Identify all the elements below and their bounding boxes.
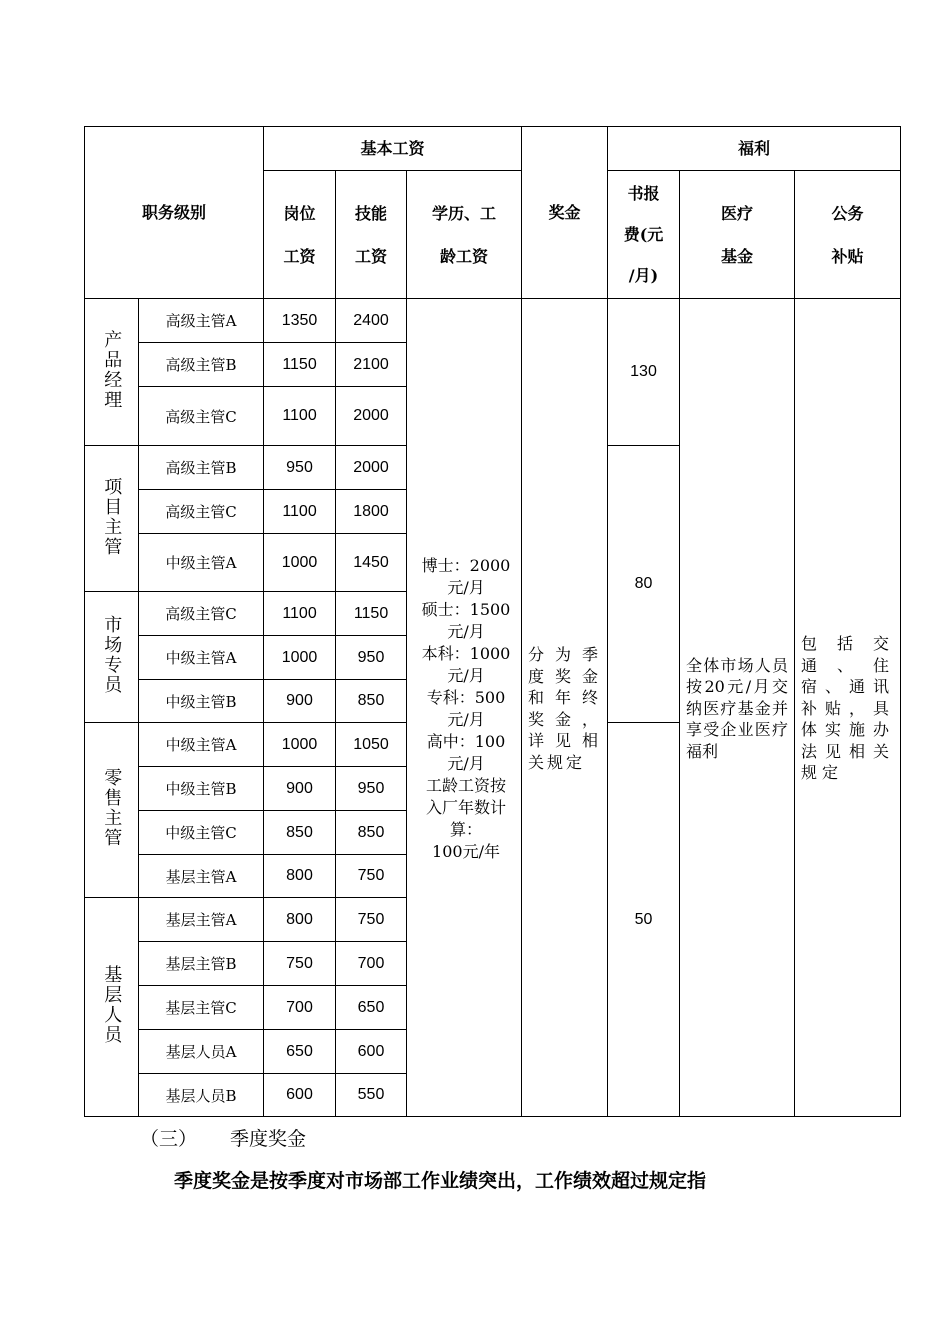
level-cell: 中级主管B	[139, 680, 264, 723]
level-cell: 高级主管A	[139, 299, 264, 343]
level-cell: 高级主管C	[139, 490, 264, 534]
level-cell: 高级主管B	[139, 343, 264, 387]
post-salary-cell: 850	[264, 811, 336, 855]
section-heading	[140, 1124, 306, 1151]
skill-salary-cell: 1150	[336, 592, 407, 636]
post-salary-cell: 750	[264, 942, 336, 986]
level-cell: 基层主管A	[139, 855, 264, 898]
section-title: 季度奖金	[230, 1128, 307, 1150]
skill-salary-cell: 950	[336, 636, 407, 680]
salary-table	[84, 126, 901, 1117]
section-number: （三）	[140, 1128, 198, 1150]
post-salary-cell: 1350	[264, 299, 336, 343]
post-salary-cell: 1100	[264, 387, 336, 446]
book-fee-cell: 50	[608, 723, 680, 1117]
header-post-salary: 岗位 工资	[264, 171, 336, 299]
skill-salary-cell: 650	[336, 986, 407, 1030]
public-allowance-cell: 包括交通、住宿、通讯补贴，具体实施办法见相关规定	[795, 299, 901, 1117]
level-cell: 高级主管B	[139, 446, 264, 490]
section-paragraph: 季度奖金是按季度对市场部工作业绩突出，工作绩效超过规定指	[174, 1170, 707, 1192]
skill-salary-cell: 2000	[336, 446, 407, 490]
level-cell: 基层人员B	[139, 1074, 264, 1117]
header-skill-salary: 技能 工资	[336, 171, 407, 299]
post-salary-cell: 900	[264, 767, 336, 811]
post-salary-cell: 1100	[264, 490, 336, 534]
group-label: 市场专员	[85, 592, 139, 723]
header-book-fee: 书报 费(元 /月)	[608, 171, 680, 299]
skill-salary-cell: 950	[336, 767, 407, 811]
level-cell: 中级主管A	[139, 636, 264, 680]
level-cell: 中级主管A	[139, 723, 264, 767]
skill-salary-cell: 850	[336, 680, 407, 723]
book-fee-cell: 130	[608, 299, 680, 446]
header-position-level: 职务级别	[85, 127, 264, 299]
post-salary-cell: 950	[264, 446, 336, 490]
post-salary-cell: 1100	[264, 592, 336, 636]
skill-salary-cell: 1450	[336, 534, 407, 592]
book-fee-cell: 80	[608, 446, 680, 723]
level-cell: 中级主管A	[139, 534, 264, 592]
header-edu-salary: 学历、工 龄工资	[407, 171, 522, 299]
post-salary-cell: 900	[264, 680, 336, 723]
skill-salary-cell: 750	[336, 855, 407, 898]
skill-salary-cell: 850	[336, 811, 407, 855]
skill-salary-cell: 550	[336, 1074, 407, 1117]
level-cell: 高级主管C	[139, 592, 264, 636]
level-cell: 中级主管B	[139, 767, 264, 811]
level-cell: 基层主管A	[139, 898, 264, 942]
medical-cell: 全体市场人员按20元/月交纳医疗基金并享受企业医疗福利	[680, 299, 795, 1117]
header-bonus: 奖金	[522, 127, 608, 299]
level-cell: 基层主管C	[139, 986, 264, 1030]
group-label: 项目主管	[85, 446, 139, 592]
header-basic-salary: 基本工资	[264, 127, 522, 171]
post-salary-cell: 800	[264, 855, 336, 898]
post-salary-cell: 700	[264, 986, 336, 1030]
level-cell: 基层主管B	[139, 942, 264, 986]
header-medical: 医疗 基金	[680, 171, 795, 299]
header-welfare: 福利	[608, 127, 901, 171]
post-salary-cell: 650	[264, 1030, 336, 1074]
edu-salary-cell: 博士：2000 元/月 硕士：1500 元/月 本科：1000 元/月 专科：500 元/月 高中：100 元/月 工龄工资按 入厂年数计 算： 100元/年	[407, 299, 522, 1117]
skill-salary-cell: 2100	[336, 343, 407, 387]
skill-salary-cell: 2000	[336, 387, 407, 446]
level-cell: 中级主管C	[139, 811, 264, 855]
level-cell: 高级主管C	[139, 387, 264, 446]
group-label: 基层人员	[85, 898, 139, 1117]
skill-salary-cell: 750	[336, 898, 407, 942]
skill-salary-cell: 1050	[336, 723, 407, 767]
bonus-cell: 分为季度奖金和年终奖金，详见相关规定	[522, 299, 608, 1117]
group-label: 产品经理	[85, 299, 139, 446]
group-label: 零售主管	[85, 723, 139, 898]
skill-salary-cell: 1800	[336, 490, 407, 534]
post-salary-cell: 1000	[264, 723, 336, 767]
header-public-allowance: 公务 补贴	[795, 171, 901, 299]
skill-salary-cell: 600	[336, 1030, 407, 1074]
post-salary-cell: 600	[264, 1074, 336, 1117]
skill-salary-cell: 2400	[336, 299, 407, 343]
post-salary-cell: 1000	[264, 636, 336, 680]
skill-salary-cell: 700	[336, 942, 407, 986]
post-salary-cell: 1000	[264, 534, 336, 592]
level-cell: 基层人员A	[139, 1030, 264, 1074]
post-salary-cell: 800	[264, 898, 336, 942]
post-salary-cell: 1150	[264, 343, 336, 387]
